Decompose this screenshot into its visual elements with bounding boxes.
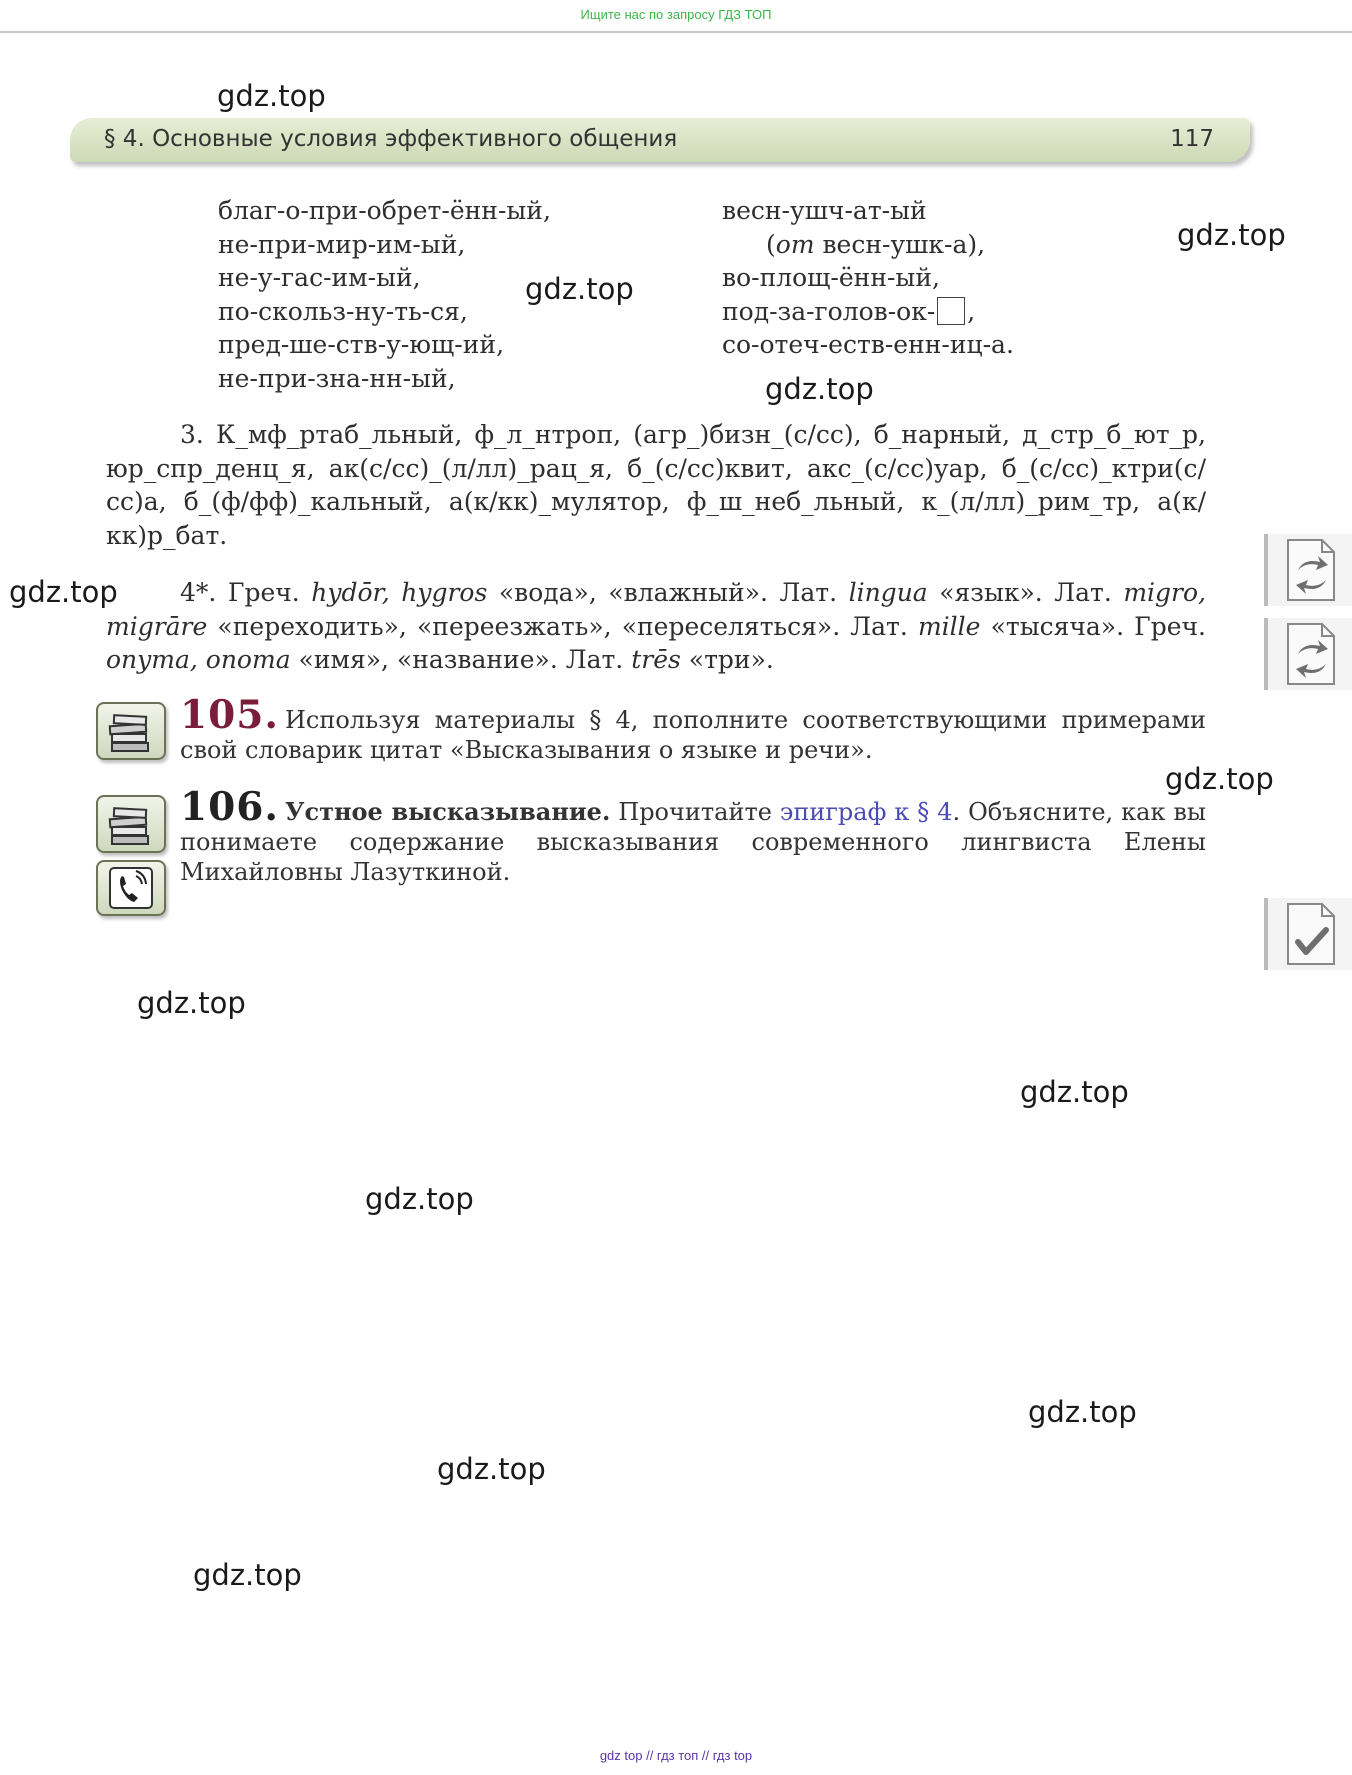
watermark: gdz.top bbox=[1177, 218, 1286, 252]
page-number: 117 bbox=[1170, 126, 1214, 152]
top-banner: Ищите нас по запросу ГДЗ ТОП bbox=[0, 0, 1352, 33]
watermark: gdz.top bbox=[9, 575, 118, 609]
phone-icon bbox=[96, 860, 166, 916]
word-item: не-при-мир-им-ый, bbox=[218, 229, 466, 259]
task-105: 105. Используя материалы § 4, пополните соответствующими примерами свой словарик цитат «Высказывания о языке и речи». bbox=[180, 692, 1206, 764]
word-item: весн-ушч-ат-ый bbox=[722, 196, 927, 225]
exercise-answer-3: 3. К_мф_ртаб_льный, ф_л_нтроп, (агр_)бизн_(с/сс), б_нарный, д_стр_б_ют_р, юр_спр_денц_я, ак(с/сс)_(л/лл)_рац_я, б_(с/сс)квит, акс_(с/сс)уар, б_(с/сс)_ктри(с/сс)а, б_(ф/фф)_кальный, а(к/кк)_мулятор, ф_ш_неб_льный, к_(л/лл)_рим_тр, а(к/кк)р_бат. bbox=[106, 420, 1206, 550]
task-106: 106. Устное высказывание. Прочитайте эпиграф к § 4. Объясните, как вы понимаете содержание высказывания современного лингвиста Елены Михайловны Лазуткиной. bbox=[180, 784, 1207, 886]
watermark: gdz.top bbox=[525, 272, 634, 306]
word-item: во-площ-ённ-ый, bbox=[722, 263, 940, 292]
task-number: 105. bbox=[180, 692, 279, 738]
watermark: gdz.top bbox=[1165, 762, 1274, 796]
swap-arrows-icon[interactable] bbox=[1264, 618, 1352, 690]
task-number: 106. bbox=[180, 784, 279, 830]
watermark: gdz.top bbox=[193, 1558, 302, 1592]
word-item: (от весн-ушк-а), bbox=[766, 229, 986, 259]
word-item: со-отеч-еств-енн-иц-а. bbox=[722, 330, 1014, 359]
books-icon bbox=[96, 702, 166, 760]
watermark: gdz.top bbox=[137, 986, 246, 1020]
word-item: под-за-голов-ок- , bbox=[722, 296, 976, 326]
check-document-icon[interactable] bbox=[1264, 898, 1352, 970]
section-title: § 4. Основные условия эффективного общения bbox=[104, 126, 678, 152]
word-item: не-у-гас-им-ый, bbox=[218, 263, 421, 292]
word-item: не-при-зна-нн-ый, bbox=[218, 363, 456, 393]
footer-text: gdz top // гдз топ // гдз top bbox=[599, 1748, 753, 1763]
watermark: gdz.top bbox=[765, 372, 874, 406]
answer-blank-box[interactable] bbox=[937, 297, 965, 325]
word-item: по-скольз-ну-ть-ся, bbox=[218, 296, 468, 326]
books-icon bbox=[96, 795, 166, 853]
swap-arrows-icon[interactable] bbox=[1264, 534, 1352, 606]
watermark: gdz.top bbox=[437, 1452, 546, 1486]
word-item: благ-о-при-обрет-ённ-ый, bbox=[218, 196, 551, 225]
word-list-right bbox=[722, 194, 1014, 362]
section-header bbox=[70, 118, 1250, 162]
watermark: gdz.top bbox=[365, 1182, 474, 1216]
watermark: gdz.top bbox=[1020, 1075, 1129, 1109]
watermark: gdz.top bbox=[217, 79, 326, 113]
word-item: пред-ше-ств-у-ющ-ий, bbox=[218, 330, 505, 359]
epigraph-link[interactable]: эпиграф к § 4 bbox=[779, 798, 953, 826]
exercise-answer-4: 4*. Греч. hydōr, hygros «вода», «влажный». Лат. lingua «язык». Лат. migro, migrāre «переходить», «переезжать», «переселяться». Лат. mille «тысяча». Греч. onyma, onoma «имя», «название». Лат. trēs «три». bbox=[106, 578, 1206, 674]
word-list-left bbox=[218, 194, 551, 395]
watermark: gdz.top bbox=[1028, 1395, 1137, 1429]
